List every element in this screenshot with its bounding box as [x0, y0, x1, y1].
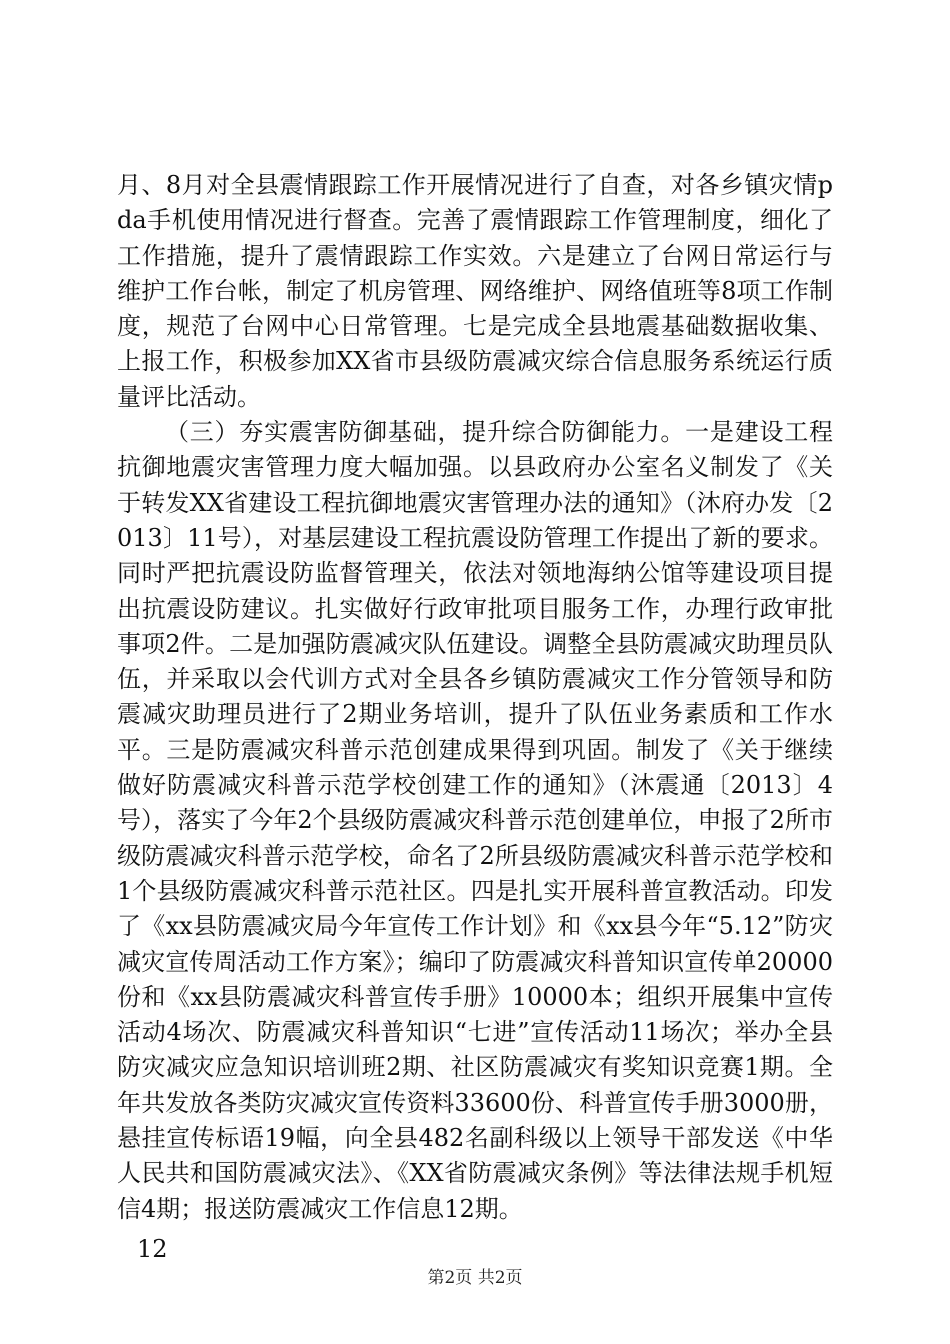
page-footer: 第2页 共2页	[427, 1268, 523, 1288]
document-body	[117, 168, 833, 1271]
paragraph-1: 月、8月对全县震情跟踪工作开展情况进行了自查，对各乡镇灾情pda手机使用情况进行督查。完善了震情跟踪工作管理制度，细化了工作措施，提升了震情跟踪工作实效。六是建立了台网日常运行与维护工作台帐，制定了机房管理、网络维护、网络值班等8项工作制度，规范了台网中心日常管理。七是完成全县地震基础数据收集、上报工作，积极参加XX省市县级防震减灾综合信息服务系统运行质量评比活动。	[117, 171, 833, 411]
inline-page-number: 12	[137, 1234, 168, 1263]
paragraph-2: （三）夯实震害防御基础，提升综合防御能力。一是建设工程抗御地震灾害管理力度大幅加强。以县政府办公室名义制发了《关于转发XX省建设工程抗御地震灾害管理办法的通知》（沐府办发〔2013〕11号），对基层建设工程抗震设防管理工作提出了新的要求。同时严把抗震设防监督管理关，依法对领地海纳公馆等建设项目提出抗震设防建议。扎实做好行政审批项目服务工作，办理行政审批事项2件。二是加强防震减灾队伍建设。调整全县防震减灾助理员队伍，并采取以会代训方式对全县各乡镇防震减灾工作分管领导和防震减灾助理员进行了2期业务培训，提升了队伍业务素质和工作水平。三是防震减灾科普示范创建成果得到巩固。制发了《关于继续做好防震减灾科普示范学校创建工作的通知》（沐震通〔2013〕4号），落实了今年2个县级防震减灾科普示范创建单位，申报了2所市级防震减灾科普示范学校，命名了2所县级防震减灾科普示范学校和1个县级防震减灾科普示范社区。四是扎实开展科普宣教活动。印发了《xx县防震减灾局今年宣传工作计划》和《xx县今年“5.12”防灾减灾宣传周活动工作方案》；编印了防震减灾科普知识宣传单20000份和《xx县防震减灾科普宣传手册》10000本；组织开展集中宣传活动4场次、防震减灾科普知识“七进”宣传活动11场次；举办全县防灾减灾应急知识培训班2期、社区防震减灾有奖知识竞赛1期。全年共发放各类防灾减灾宣传资料33600份、科普宣传手册3000册，悬挂宣传标语19幅，向全县482名副科级以上领导干部发送《中华人民共和国防震减灾法》、《XX省防震减灾条例》等法律法规手机短信4期；报送防震减灾工作信息12期。	[117, 418, 833, 1223]
